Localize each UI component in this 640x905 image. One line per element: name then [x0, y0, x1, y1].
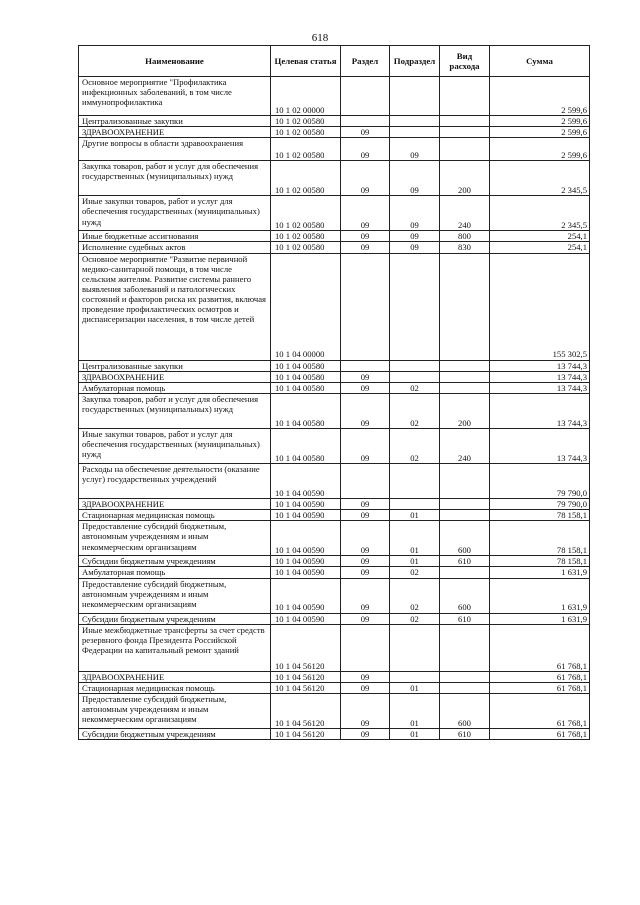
cell-target: 10 1 04 00580 — [271, 382, 341, 393]
table-row — [79, 578, 590, 613]
cell-section: 09 — [341, 161, 390, 196]
cell-target: 10 1 02 00580 — [271, 116, 341, 127]
cell-expense-type: 200 — [440, 393, 490, 428]
cell-section — [341, 624, 390, 671]
cell-name: ЗДРАВООХРАНЕНИЕ — [79, 671, 271, 682]
cell-section — [341, 360, 390, 371]
cell-section: 09 — [341, 498, 390, 509]
table-row — [79, 116, 590, 127]
cell-expense-type — [440, 382, 490, 393]
table-row — [79, 127, 590, 138]
cell-expense-type — [440, 138, 490, 161]
header-expense-type: Вид расхода — [440, 46, 490, 77]
header-name: Наименование — [79, 46, 271, 77]
cell-expense-type: 240 — [440, 428, 490, 463]
cell-expense-type — [440, 463, 490, 498]
cell-name: Основное мероприятие "Профилактика инфекционных заболеваний, в том числе иммунопрофилактика — [79, 77, 271, 116]
cell-subsection — [390, 253, 440, 360]
cell-amount: 13 744,3 — [490, 382, 590, 393]
cell-expense-type: 610 — [440, 556, 490, 567]
cell-target: 10 1 04 00000 — [271, 253, 341, 360]
cell-section: 09 — [341, 556, 390, 567]
cell-amount: 2 345,5 — [490, 161, 590, 196]
table-row — [79, 567, 590, 578]
header-subsection: Подраздел — [390, 46, 440, 77]
table-row — [79, 253, 590, 360]
cell-name: Централизованные закупки — [79, 116, 271, 127]
cell-target: 10 1 02 00000 — [271, 77, 341, 116]
cell-section: 09 — [341, 567, 390, 578]
table-row — [79, 463, 590, 498]
cell-subsection: 02 — [390, 428, 440, 463]
cell-expense-type — [440, 567, 490, 578]
table-row — [79, 521, 590, 556]
cell-section: 09 — [341, 371, 390, 382]
cell-subsection: 01 — [390, 521, 440, 556]
cell-section: 09 — [341, 138, 390, 161]
cell-amount: 61 768,1 — [490, 624, 590, 671]
cell-subsection: 09 — [390, 242, 440, 253]
table-row — [79, 613, 590, 624]
cell-subsection: 01 — [390, 728, 440, 739]
cell-section: 09 — [341, 393, 390, 428]
cell-name: Субсидии бюджетным учреждениям — [79, 728, 271, 739]
cell-amount: 1 631,9 — [490, 567, 590, 578]
cell-amount: 1 631,9 — [490, 613, 590, 624]
cell-amount: 1 631,9 — [490, 578, 590, 613]
cell-name: ЗДРАВООХРАНЕНИЕ — [79, 127, 271, 138]
cell-subsection: 09 — [390, 138, 440, 161]
table-row — [79, 728, 590, 739]
cell-amount: 61 768,1 — [490, 693, 590, 728]
cell-name: ЗДРАВООХРАНЕНИЕ — [79, 498, 271, 509]
cell-subsection — [390, 77, 440, 116]
cell-section — [341, 463, 390, 498]
cell-subsection — [390, 624, 440, 671]
cell-section: 09 — [341, 510, 390, 521]
cell-name: Амбулаторная помощь — [79, 382, 271, 393]
cell-amount: 13 744,3 — [490, 371, 590, 382]
cell-amount: 78 158,1 — [490, 510, 590, 521]
cell-section: 09 — [341, 728, 390, 739]
cell-target: 10 1 04 56120 — [271, 624, 341, 671]
cell-expense-type: 200 — [440, 161, 490, 196]
cell-section: 09 — [341, 196, 390, 231]
cell-section — [341, 77, 390, 116]
cell-section: 09 — [341, 382, 390, 393]
table-row — [79, 161, 590, 196]
cell-name: Закупка товаров, работ и услуг для обеспечения государственных (муниципальных) нужд — [79, 393, 271, 428]
cell-target: 10 1 04 00590 — [271, 556, 341, 567]
cell-section — [341, 116, 390, 127]
cell-expense-type — [440, 498, 490, 509]
table-row — [79, 360, 590, 371]
cell-subsection: 02 — [390, 578, 440, 613]
cell-target: 10 1 04 00590 — [271, 613, 341, 624]
table-row — [79, 556, 590, 567]
cell-section — [341, 253, 390, 360]
table-row — [79, 382, 590, 393]
cell-subsection: 01 — [390, 510, 440, 521]
cell-expense-type — [440, 116, 490, 127]
cell-amount: 2 599,6 — [490, 138, 590, 161]
cell-name: Стационарная медицинская помощь — [79, 510, 271, 521]
cell-target: 10 1 04 00590 — [271, 578, 341, 613]
cell-section: 09 — [341, 127, 390, 138]
table-row — [79, 624, 590, 671]
header-row — [79, 46, 590, 77]
cell-expense-type — [440, 127, 490, 138]
cell-amount: 61 768,1 — [490, 671, 590, 682]
cell-amount: 2 599,6 — [490, 77, 590, 116]
cell-subsection: 02 — [390, 567, 440, 578]
cell-name: Амбулаторная помощь — [79, 567, 271, 578]
cell-target: 10 1 02 00580 — [271, 242, 341, 253]
cell-expense-type — [440, 671, 490, 682]
cell-expense-type — [440, 682, 490, 693]
cell-name: Предоставление субсидий бюджетным, автономным учреждениям и иным некоммерческим организациям — [79, 578, 271, 613]
cell-target: 10 1 04 56120 — [271, 693, 341, 728]
cell-target: 10 1 02 00580 — [271, 138, 341, 161]
cell-target: 10 1 04 00590 — [271, 510, 341, 521]
table-row — [79, 196, 590, 231]
cell-subsection: 02 — [390, 382, 440, 393]
cell-amount: 155 302,5 — [490, 253, 590, 360]
page-number: 618 — [311, 32, 329, 44]
cell-name: Предоставление субсидий бюджетным, автономным учреждениям и иным некоммерческим организациям — [79, 693, 271, 728]
cell-expense-type: 600 — [440, 578, 490, 613]
table-row — [79, 231, 590, 242]
cell-name: Другие вопросы в области здравоохранения — [79, 138, 271, 161]
cell-expense-type: 830 — [440, 242, 490, 253]
cell-subsection: 01 — [390, 682, 440, 693]
cell-subsection — [390, 671, 440, 682]
cell-expense-type — [440, 624, 490, 671]
cell-subsection — [390, 463, 440, 498]
cell-section: 09 — [341, 682, 390, 693]
cell-amount: 13 744,3 — [490, 428, 590, 463]
table-row — [79, 371, 590, 382]
cell-subsection — [390, 116, 440, 127]
table-row — [79, 242, 590, 253]
table-header — [79, 46, 590, 77]
cell-amount: 78 158,1 — [490, 521, 590, 556]
cell-section: 09 — [341, 521, 390, 556]
cell-target: 10 1 04 56120 — [271, 671, 341, 682]
cell-section: 09 — [341, 671, 390, 682]
table-row — [79, 671, 590, 682]
cell-name: Закупка товаров, работ и услуг для обеспечения государственных (муниципальных) нужд — [79, 161, 271, 196]
cell-subsection: 09 — [390, 196, 440, 231]
table-row — [79, 138, 590, 161]
cell-target: 10 1 04 56120 — [271, 728, 341, 739]
cell-target: 10 1 04 00590 — [271, 567, 341, 578]
table-row — [79, 510, 590, 521]
table-row — [79, 393, 590, 428]
table-row — [79, 498, 590, 509]
cell-name: Иные бюджетные ассигнования — [79, 231, 271, 242]
cell-subsection — [390, 360, 440, 371]
cell-target: 10 1 04 00590 — [271, 463, 341, 498]
cell-amount: 254,1 — [490, 231, 590, 242]
cell-expense-type: 240 — [440, 196, 490, 231]
cell-name: Стационарная медицинская помощь — [79, 682, 271, 693]
cell-subsection: 02 — [390, 613, 440, 624]
cell-name: Иные закупки товаров, работ и услуг для обеспечения государственных (муниципальных) нужд — [79, 196, 271, 231]
cell-subsection: 02 — [390, 393, 440, 428]
cell-name: Иные межбюджетные трансферты за счет средств резервного фонда Президента Российской Федерации на капитальный ремонт зданий — [79, 624, 271, 671]
cell-amount: 61 768,1 — [490, 728, 590, 739]
table-row — [79, 428, 590, 463]
cell-name: Исполнение судебных актов — [79, 242, 271, 253]
cell-name: Основное мероприятие "Развитие первичной медико-санитарной помощи, в том числе сельским жителям. Развитие системы раннего выявления заболеваний и патологических состояний и факторов риска их развития, включая проведение профилактических осмотров и диспансеризации населения, в том числе детей — [79, 253, 271, 360]
cell-amount: 78 158,1 — [490, 556, 590, 567]
header-amount: Сумма — [490, 46, 590, 77]
table-body — [79, 77, 590, 740]
cell-expense-type: 610 — [440, 613, 490, 624]
cell-amount: 79 790,0 — [490, 463, 590, 498]
cell-name: Субсидии бюджетным учреждениям — [79, 556, 271, 567]
cell-target: 10 1 04 00580 — [271, 393, 341, 428]
cell-target: 10 1 02 00580 — [271, 196, 341, 231]
cell-name: Предоставление субсидий бюджетным, автономным учреждениям и иным некоммерческим организациям — [79, 521, 271, 556]
cell-subsection — [390, 127, 440, 138]
cell-section: 09 — [341, 693, 390, 728]
cell-subsection: 09 — [390, 231, 440, 242]
cell-subsection — [390, 498, 440, 509]
table-row — [79, 77, 590, 116]
cell-target: 10 1 04 00590 — [271, 498, 341, 509]
cell-target: 10 1 04 00580 — [271, 371, 341, 382]
cell-name: Иные закупки товаров, работ и услуг для обеспечения государственных (муниципальных) нужд — [79, 428, 271, 463]
cell-name: Расходы на обеспечение деятельности (оказание услуг) государственных учреждений — [79, 463, 271, 498]
table-row — [79, 693, 590, 728]
cell-target: 10 1 02 00580 — [271, 161, 341, 196]
cell-expense-type: 610 — [440, 728, 490, 739]
cell-target: 10 1 02 00580 — [271, 127, 341, 138]
cell-expense-type: 800 — [440, 231, 490, 242]
table-row — [79, 682, 590, 693]
header-target: Целевая статья — [271, 46, 341, 77]
cell-target: 10 1 04 56120 — [271, 682, 341, 693]
cell-section: 09 — [341, 578, 390, 613]
cell-amount: 79 790,0 — [490, 498, 590, 509]
cell-expense-type — [440, 253, 490, 360]
header-section: Раздел — [341, 46, 390, 77]
cell-expense-type: 600 — [440, 521, 490, 556]
cell-target: 10 1 02 00580 — [271, 231, 341, 242]
cell-name: ЗДРАВООХРАНЕНИЕ — [79, 371, 271, 382]
cell-amount: 2 599,6 — [490, 127, 590, 138]
cell-amount: 61 768,1 — [490, 682, 590, 693]
budget-table — [78, 45, 590, 740]
cell-expense-type — [440, 360, 490, 371]
cell-section: 09 — [341, 613, 390, 624]
cell-expense-type — [440, 510, 490, 521]
cell-subsection: 01 — [390, 556, 440, 567]
cell-expense-type: 600 — [440, 693, 490, 728]
cell-section: 09 — [341, 242, 390, 253]
cell-subsection: 09 — [390, 161, 440, 196]
cell-amount: 254,1 — [490, 242, 590, 253]
cell-expense-type — [440, 77, 490, 116]
cell-amount: 2 599,6 — [490, 116, 590, 127]
cell-section: 09 — [341, 231, 390, 242]
cell-subsection — [390, 371, 440, 382]
cell-amount: 2 345,5 — [490, 196, 590, 231]
cell-expense-type — [440, 371, 490, 382]
cell-amount: 13 744,3 — [490, 360, 590, 371]
cell-target: 10 1 04 00590 — [271, 521, 341, 556]
cell-name: Субсидии бюджетным учреждениям — [79, 613, 271, 624]
cell-subsection: 01 — [390, 693, 440, 728]
cell-name: Централизованные закупки — [79, 360, 271, 371]
cell-amount: 13 744,3 — [490, 393, 590, 428]
cell-section: 09 — [341, 428, 390, 463]
cell-target: 10 1 04 00580 — [271, 428, 341, 463]
cell-target: 10 1 04 00580 — [271, 360, 341, 371]
